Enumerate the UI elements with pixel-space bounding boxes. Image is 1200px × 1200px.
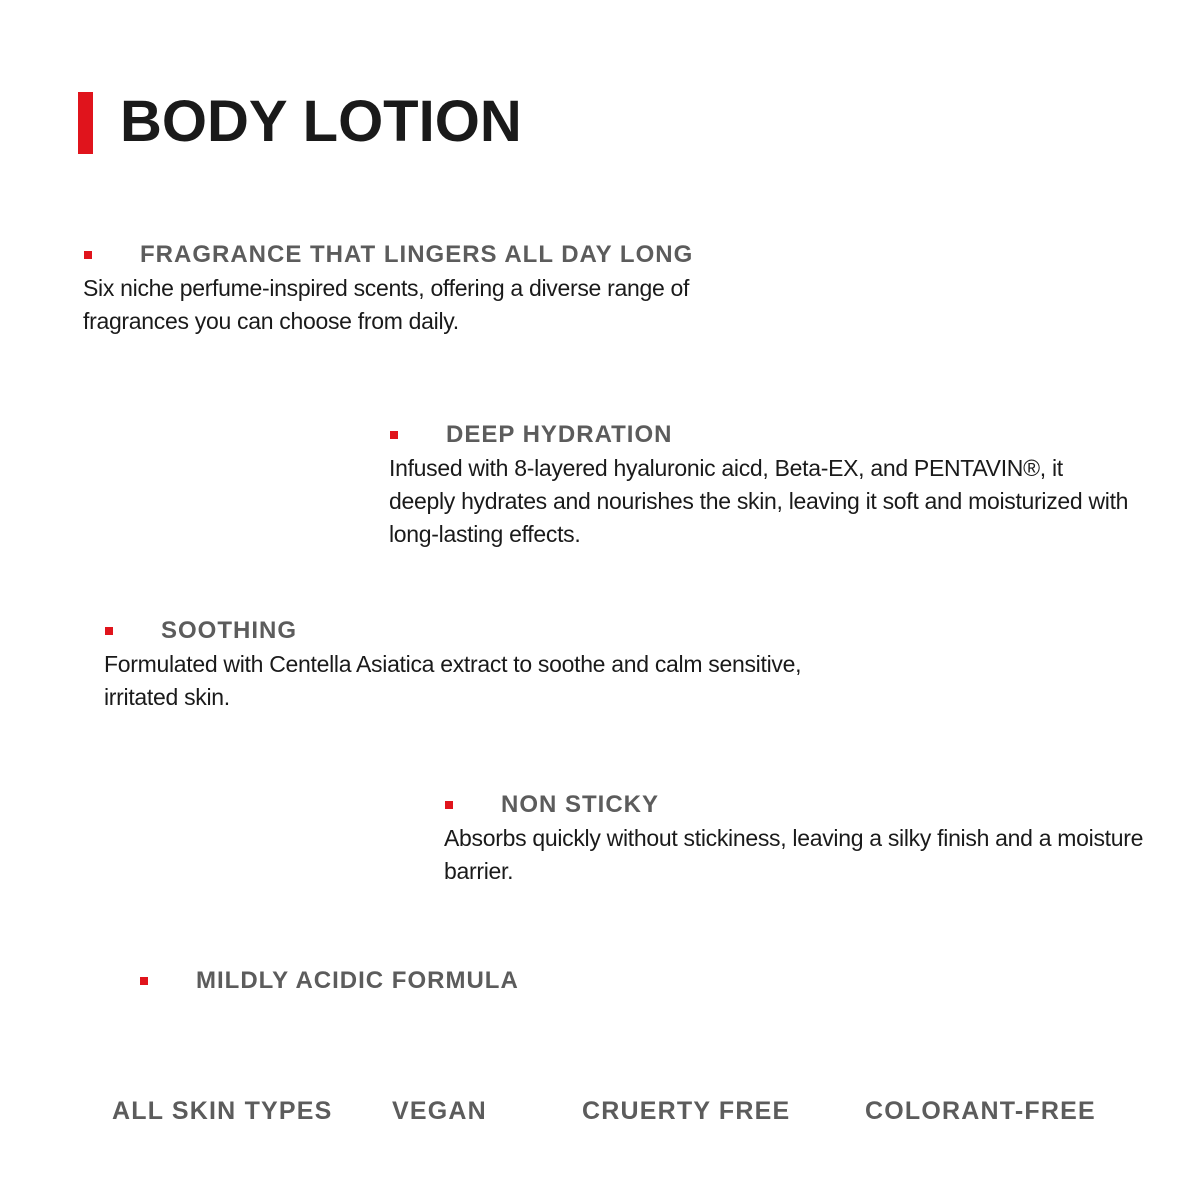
bullet-square-icon — [445, 801, 453, 809]
bullet-square-icon — [105, 627, 113, 635]
badge-vegan: VEGAN — [392, 1097, 487, 1125]
badge-colorant-free: COLORANT-FREE — [865, 1097, 1096, 1125]
feature-heading: NON STICKY — [501, 791, 660, 818]
feature-description: Formulated with Centella Asiatica extract to soothe and calm sensitive, irritated skin. — [104, 651, 802, 710]
feature-description: Infused with 8-layered hyaluronic aicd, Beta-EX, and PENTAVIN®, it deeply hydrates and nourishes the skin, leaving it soft and moisturized with long-lasting effects. — [389, 455, 1129, 547]
bullet-square-icon — [140, 977, 148, 985]
feature-description: Six niche perfume-inspired scents, offering a diverse range of fragrances you can choose from daily. — [83, 275, 690, 334]
bullet-square-icon — [84, 251, 92, 259]
feature-heading: DEEP HYDRATION — [446, 421, 673, 448]
feature-heading: MILDLY ACIDIC FORMULA — [196, 967, 519, 994]
feature-description: Absorbs quickly without stickiness, leaving a silky finish and a moisture barrier. — [444, 825, 1144, 884]
feature-heading: SOOTHING — [161, 617, 298, 644]
badge-row — [0, 1094, 1200, 1130]
badge-cruelty-free: CRUERTY FREE — [582, 1097, 791, 1125]
title-accent-bar — [78, 92, 93, 154]
badge-all-skin-types: ALL SKIN TYPES — [112, 1097, 333, 1125]
feature-heading: FRAGRANCE THAT LINGERS ALL DAY LONG — [140, 241, 694, 268]
page-title: BODY LOTION — [120, 89, 522, 154]
bullet-square-icon — [390, 431, 398, 439]
